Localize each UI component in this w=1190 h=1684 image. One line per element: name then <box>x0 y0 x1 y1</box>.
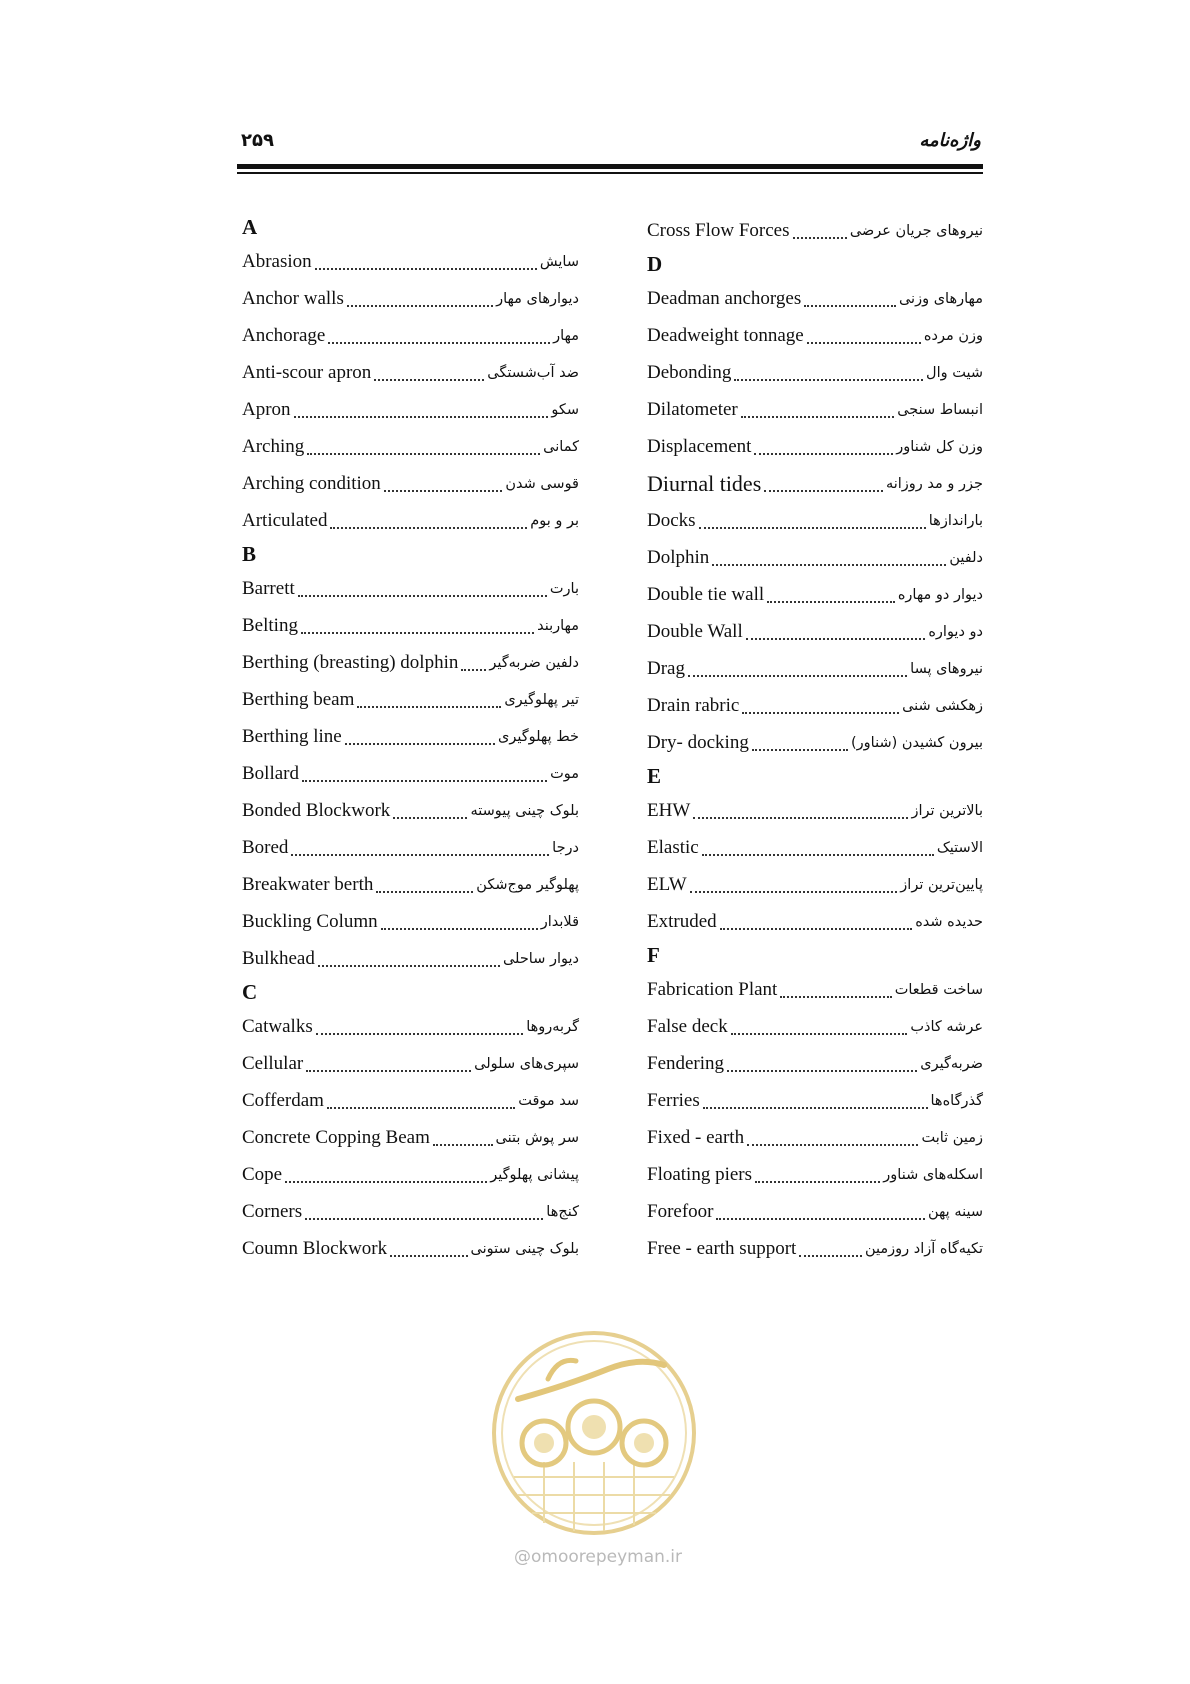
glossary-entry-apron <box>242 391 579 428</box>
dot-leader <box>780 996 891 998</box>
entry-term-fa: قوسی شدن <box>505 475 579 492</box>
entry-term-en: Drag <box>647 657 685 679</box>
entry-term-en: Extruded <box>647 910 717 932</box>
entry-term-fa: شیت وال <box>926 364 983 381</box>
page-number: ۲۵۹ <box>241 130 274 151</box>
dot-leader <box>742 712 899 714</box>
entry-term-fa: پایین‌ترین تراز <box>900 876 983 893</box>
glossary-entry-dry-docking <box>647 724 983 761</box>
entry-term-en: Belting <box>242 614 298 636</box>
dot-leader <box>307 453 540 455</box>
header-rule-thin <box>237 172 983 174</box>
glossary-entry-cross-flow-forces <box>647 212 983 249</box>
entry-term-en: Free - earth support <box>647 1237 797 1259</box>
entry-term-en: Catwalks <box>242 1015 313 1037</box>
entry-term-en: Fabrication Plant <box>647 978 778 1000</box>
glossary-entry-forefoor <box>647 1193 983 1230</box>
entry-term-en: Anchorage <box>242 324 326 346</box>
glossary-entry-bollard <box>242 755 579 792</box>
entry-term-fa: قلابدار <box>540 913 579 930</box>
dot-leader <box>316 1033 523 1035</box>
glossary-entry-free-earth-support <box>647 1230 983 1267</box>
dot-leader <box>347 305 493 307</box>
glossary-entry-bored <box>242 829 579 866</box>
glossary-entry-ehw <box>647 792 983 829</box>
dot-leader <box>755 1181 880 1183</box>
dot-leader <box>693 817 908 819</box>
glossary-entry-articulated <box>242 502 579 539</box>
entry-term-en: Berthing (breasting) dolphin <box>242 651 459 673</box>
entry-term-en: Deadman anchorges <box>647 287 802 309</box>
entry-term-en: Berthing beam <box>242 688 355 710</box>
glossary-entry-drag <box>647 650 983 687</box>
entry-term-en: Cross Flow Forces <box>647 219 790 241</box>
dot-leader <box>315 268 537 270</box>
glossary-entry-berthing-breasting-dolphin <box>242 644 579 681</box>
entry-term-en: Forefoor <box>647 1200 714 1222</box>
entry-term-fa: ضربه‌گیری <box>920 1055 983 1072</box>
glossary-entry-anti-scour-apron <box>242 354 579 391</box>
entry-term-fa: جزر و مد روزانه <box>885 475 983 492</box>
section-letter-c: C <box>242 980 258 1004</box>
glossary-entry-fabrication-plant <box>647 971 983 1008</box>
dot-leader <box>298 595 547 597</box>
entry-term-en: Concrete Copping Beam <box>242 1126 430 1148</box>
dot-leader <box>302 780 547 782</box>
dot-leader <box>381 928 538 930</box>
entry-term-en: Double Wall <box>647 620 743 642</box>
dot-leader <box>712 564 946 566</box>
entry-term-fa: پیشانی پهلوگیر <box>490 1166 579 1183</box>
entry-term-en: Dolphin <box>647 546 710 568</box>
dot-leader <box>741 416 894 418</box>
entry-term-fa: سکو <box>551 401 579 418</box>
glossary-entry-docks <box>647 502 983 539</box>
entry-term-en: Bored <box>242 836 289 858</box>
entry-term-en: Dry- docking <box>647 731 749 753</box>
entry-term-fa: نیروهای پسا <box>910 660 983 677</box>
entry-term-fa: کمانی <box>543 438 579 455</box>
entry-term-fa: مهارهای وزنی <box>898 290 983 307</box>
page-header <box>237 130 983 156</box>
glossary-entry-barrett <box>242 570 579 607</box>
section-letter-a: A <box>242 215 258 239</box>
entry-term-fa: کنج‌ها <box>546 1203 579 1220</box>
glossary-entry-anchor-walls <box>242 280 579 317</box>
dot-leader <box>393 817 467 819</box>
entry-term-en: Fendering <box>647 1052 725 1074</box>
glossary-entry-elw <box>647 866 983 903</box>
dot-leader <box>306 1070 471 1072</box>
entry-term-en: Barrett <box>242 577 295 599</box>
glossary-entry-berthing-beam <box>242 681 579 718</box>
entry-term-fa: عرشه کاذب <box>910 1018 983 1035</box>
dot-leader <box>734 379 923 381</box>
entry-term-en: Abrasion <box>242 250 312 272</box>
entry-term-fa: دیوار ساحلی <box>502 950 579 967</box>
dot-leader <box>747 1144 918 1146</box>
glossary-entry-fendering <box>647 1045 983 1082</box>
dot-leader <box>716 1218 924 1220</box>
entry-term-fa: زهکشی شنی <box>902 697 983 714</box>
watermark-site: @omoorepeyman.ir <box>513 1547 683 1567</box>
dot-leader <box>752 749 848 751</box>
dot-leader <box>294 416 549 418</box>
entry-term-en: Docks <box>647 509 696 531</box>
glossary-left-column <box>242 212 579 1267</box>
entry-term-fa: ساخت قطعات <box>894 981 983 998</box>
entry-term-fa: بیرون کشیدن (شناور) <box>850 734 983 751</box>
entry-term-en: Double tie wall <box>647 583 765 605</box>
dot-leader <box>390 1255 467 1257</box>
entry-term-en: Cofferdam <box>242 1089 324 1111</box>
glossary-entry-cope <box>242 1156 579 1193</box>
dot-leader <box>754 453 893 455</box>
watermark-logo <box>488 1327 700 1539</box>
glossary-entry-catwalks <box>242 1008 579 1045</box>
header-rule-thick <box>237 164 983 169</box>
glossary-entry-corners <box>242 1193 579 1230</box>
glossary-entry-cofferdam <box>242 1082 579 1119</box>
glossary-entry-breakwater-berth <box>242 866 579 903</box>
watermark-emblem <box>488 1327 700 1539</box>
entry-term-en: Bulkhead <box>242 947 315 969</box>
glossary-entry-anchorage <box>242 317 579 354</box>
entry-term-en: Breakwater berth <box>242 873 374 895</box>
entry-term-en: Articulated <box>242 509 328 531</box>
entry-term-en: EHW <box>647 799 691 821</box>
dot-leader <box>376 891 473 893</box>
entry-term-fa: تکیه‌گاه آزاد روزمین <box>864 1240 983 1257</box>
section-letter-b: B <box>242 542 257 566</box>
dot-leader <box>804 305 896 307</box>
entry-term-en: Buckling Column <box>242 910 378 932</box>
entry-term-en: Elastic <box>647 836 699 858</box>
entry-term-fa: زمین ثابت <box>921 1129 983 1146</box>
entry-term-fa: گذرگاه‌ها <box>930 1092 983 1109</box>
glossary-entry-concrete-copping-beam <box>242 1119 579 1156</box>
dot-leader <box>328 342 550 344</box>
glossary-entry-extruded <box>647 903 983 940</box>
entry-term-fa: پهلوگیر موج‌شکن <box>476 876 579 893</box>
glossary-entry-elastic <box>647 829 983 866</box>
entry-term-fa: سینه پهن <box>927 1203 983 1220</box>
entry-term-fa: باراندازها <box>928 512 983 529</box>
entry-term-fa: بر و بوم <box>530 512 579 529</box>
glossary-entry-arching <box>242 428 579 465</box>
glossary-entry-buckling-column <box>242 903 579 940</box>
entry-term-en: Arching <box>242 435 305 457</box>
entry-term-fa: سپری‌های سلولی <box>474 1055 579 1072</box>
entry-term-en: Arching condition <box>242 472 381 494</box>
glossary-entry-arching-condition <box>242 465 579 502</box>
glossary-entry-coumn-blockwork <box>242 1230 579 1267</box>
entry-term-en: Anchor walls <box>242 287 344 309</box>
dot-leader <box>330 527 527 529</box>
dot-leader <box>461 669 486 671</box>
entry-term-en: Bonded Blockwork <box>242 799 391 821</box>
entry-term-fa: دیوارهای مهار <box>496 290 579 307</box>
entry-term-fa: تیر پهلوگیری <box>504 691 579 708</box>
entry-term-fa: الاستیک <box>936 839 983 856</box>
entry-term-en: Diurnal tides <box>647 470 762 496</box>
entry-term-en: Apron <box>242 398 291 420</box>
dot-leader <box>291 854 549 856</box>
dot-leader <box>374 379 484 381</box>
entry-term-en: Fixed - earth <box>647 1126 745 1148</box>
dot-leader <box>764 490 883 492</box>
glossary-entry-fixed-earth <box>647 1119 983 1156</box>
entry-term-en: Ferries <box>647 1089 700 1111</box>
entry-term-fa: سر پوش بتنی <box>495 1129 579 1146</box>
entry-term-en: Corners <box>242 1200 303 1222</box>
dot-leader <box>746 638 926 640</box>
entry-term-fa: دیوار دو مهاره <box>897 586 983 603</box>
dot-leader <box>727 1070 917 1072</box>
entry-term-fa: مهاربند <box>537 617 579 634</box>
entry-term-en: Debonding <box>647 361 732 383</box>
section-letter-e: E <box>647 764 662 788</box>
dot-leader <box>702 854 934 856</box>
section-letter-f: F <box>647 943 660 967</box>
dot-leader <box>285 1181 487 1183</box>
entry-term-en: Cope <box>242 1163 283 1185</box>
dot-leader <box>688 675 907 677</box>
entry-term-en: Cellular <box>242 1052 304 1074</box>
dot-leader <box>433 1144 493 1146</box>
entry-term-en: False deck <box>647 1015 728 1037</box>
entry-term-en: ELW <box>647 873 687 895</box>
glossary-entry-cellular <box>242 1045 579 1082</box>
entry-term-fa: وزن کل شناور <box>896 438 983 455</box>
glossary-entry-belting <box>242 607 579 644</box>
glossary-entry-dolphin <box>647 539 983 576</box>
dot-leader <box>327 1107 515 1109</box>
entry-term-fa: مهار <box>553 327 579 344</box>
entry-term-fa: گربه‌روها <box>526 1018 579 1035</box>
glossary-entry-berthing-line <box>242 718 579 755</box>
glossary-entry-floating-piers <box>647 1156 983 1193</box>
dot-leader <box>807 342 921 344</box>
entry-term-fa: نیروهای جریان عرضی <box>849 222 983 239</box>
entry-term-fa: انبساط سنجی <box>897 401 983 418</box>
entry-term-fa: سد موقت <box>518 1092 579 1109</box>
glossary-entry-bulkhead <box>242 940 579 977</box>
dot-leader <box>731 1033 908 1035</box>
entry-term-fa: اسکله‌های شناور <box>883 1166 983 1183</box>
dot-leader <box>699 527 926 529</box>
glossary-entry-deadweight-tonnage <box>647 317 983 354</box>
entry-term-fa: ضد آب‌شستگی <box>487 364 579 381</box>
entry-term-fa: خط پهلوگیری <box>498 728 579 745</box>
entry-term-en: Bollard <box>242 762 299 784</box>
entry-term-en: Deadweight tonnage <box>647 324 804 346</box>
glossary-entry-false-deck <box>647 1008 983 1045</box>
dot-leader <box>720 928 913 930</box>
entry-term-fa: بلوک چینی پیوسته <box>470 802 579 819</box>
dot-leader <box>345 743 495 745</box>
page-title: واژه‌نامه <box>919 130 981 151</box>
entry-term-fa: درجا <box>552 839 579 856</box>
entry-term-fa: بلوک چینی ستونی <box>470 1240 579 1257</box>
dot-leader <box>703 1107 928 1109</box>
entry-term-en: Drain rabric <box>647 694 740 716</box>
glossary-entry-double-wall <box>647 613 983 650</box>
entry-term-fa: سایش <box>539 253 579 270</box>
glossary-entry-debonding <box>647 354 983 391</box>
dot-leader <box>301 632 534 634</box>
entry-term-en: Floating piers <box>647 1163 753 1185</box>
entry-term-en: Coumn Blockwork <box>242 1237 388 1259</box>
entry-term-fa: دلفین <box>949 549 983 566</box>
glossary-entry-deadman-anchorges <box>647 280 983 317</box>
entry-term-fa: بالاترین تراز <box>911 802 983 819</box>
glossary-right-column <box>647 212 983 1267</box>
dot-leader <box>357 706 501 708</box>
glossary-entry-displacement <box>647 428 983 465</box>
section-letter-d: D <box>647 252 663 276</box>
dot-leader <box>318 965 500 967</box>
entry-term-fa: وزن مرده <box>923 327 983 344</box>
entry-term-fa: حدیده شده <box>915 913 983 930</box>
glossary-entry-double-tie-wall <box>647 576 983 613</box>
glossary-entry-dilatometer <box>647 391 983 428</box>
entry-term-fa: دلفین ضربه‌گیر <box>489 654 579 671</box>
entry-term-en: Displacement <box>647 435 752 457</box>
glossary-entry-abrasion <box>242 243 579 280</box>
dot-leader <box>767 601 895 603</box>
entry-term-en: Anti-scour apron <box>242 361 372 383</box>
entry-term-en: Dilatometer <box>647 398 738 420</box>
dot-leader <box>793 237 847 239</box>
entry-term-fa: بارت <box>549 580 579 597</box>
entry-term-fa: دو دیواره <box>928 623 983 640</box>
glossary-entry-drain-rabric <box>647 687 983 724</box>
dot-leader <box>305 1218 543 1220</box>
glossary-entry-ferries <box>647 1082 983 1119</box>
glossary-entry-diurnal-tides <box>647 465 983 502</box>
entry-term-en: Berthing line <box>242 725 342 747</box>
dot-leader <box>384 490 503 492</box>
glossary-entry-bonded-blockwork <box>242 792 579 829</box>
entry-term-fa: موت <box>550 765 579 782</box>
dot-leader <box>799 1255 862 1257</box>
dot-leader <box>690 891 898 893</box>
